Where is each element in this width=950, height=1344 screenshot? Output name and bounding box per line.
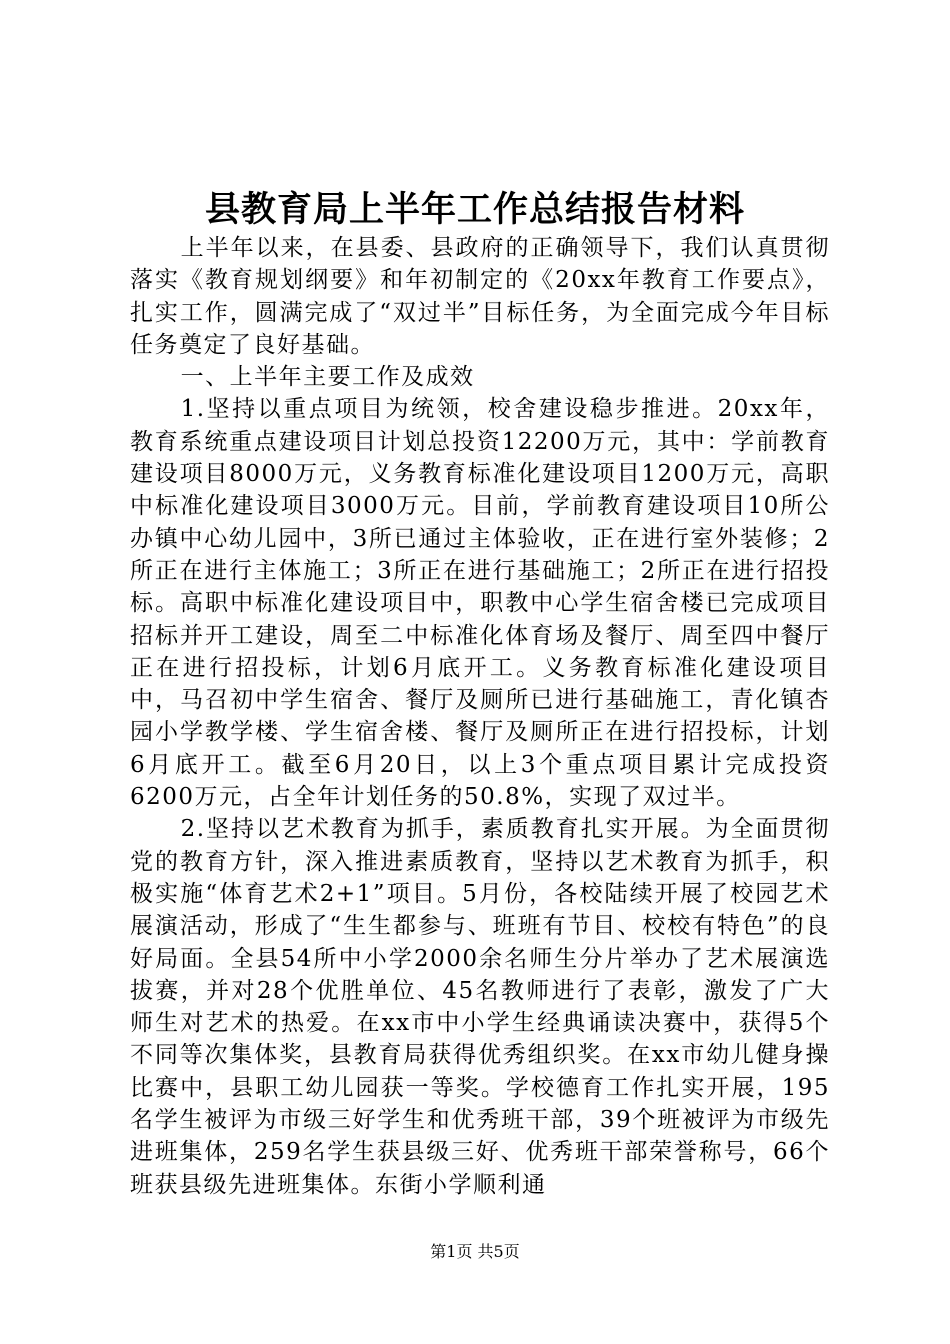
section-heading: 一、上半年主要工作及成效 <box>180 364 475 391</box>
document-title: 县教育局上半年工作总结报告材料 <box>204 189 745 230</box>
paragraph-arts-education: 2.坚持以艺术教育为抓手，素质教育扎实开展。为全面贯彻党的教育方针，深入推进素质教育，坚持以艺术教育为抓手，积极实施“体育艺术2+1”项目。5月份，各校陆续开展了校园艺术展演活动，形成了“生生都参与、班班有节目、校校有特色”的良好局面。全县54所中小学2000余名师生分片举办了艺术展演选拔赛，并对28个优胜单位、45名教师进行了表彰，激发了广大师生对艺术的热爱。在xx市中小学生经典诵读决赛中，获得5个不同等次集体奖，县教育局获得优秀组织奖。在xx市幼儿健身操比赛中，县职工幼儿园获一等奖。学校德育工作扎实开展，195名学生被评为市级三好学生和优秀班干部，39个班被评为市级先进班集体，259名学生获县级三好、优秀班干部荣誉称号，66个班获县级先进班集体。东街小学顺利通 <box>130 816 830 1198</box>
paragraph-intro: 上半年以来，在县委、县政府的正确领导下，我们认真贯彻落实《教育规划纲要》和年初制定的《20xx年教育工作要点》，扎实工作，圆满完成了“双过半”目标任务，为全面完成今年目标任务奠定了良好基础。 <box>130 235 830 358</box>
paragraph-construction: 1.坚持以重点项目为统领，校舍建设稳步推进。20xx年，教育系统重点建设项目计划总投资12200万元，其中：学前教育建设项目8000万元，义务教育标准化建设项目1200万元，高职中标准化建设项目3000万元。目前，学前教育建设项目10所公办镇中心幼儿园中，3所已通过主体验收，正在进行室外装修；2所正在进行主体施工；3所正在进行基础施工；2所正在进行招投标。高职中标准化建设项目中，职教中心学生宿舍楼已完成项目招标并开工建设，周至二中标准化体育场及餐厅、周至四中餐厅正在进行招投标，计划6月底开工。义务教育标准化建设项目中，马召初中学生宿舍、餐厅及厕所已进行基础施工，青化镇杏园小学教学楼、学生宿舍楼、餐厅及厕所正在进行招投标，计划6月底开工。截至6月20日，以上3个重点项目累计完成投资6200万元，占全年计划任务的50.8%，实现了双过半。 <box>130 396 830 811</box>
page-number: 第1页 共5页 <box>430 1242 520 1261</box>
document-body <box>130 232 830 1201</box>
